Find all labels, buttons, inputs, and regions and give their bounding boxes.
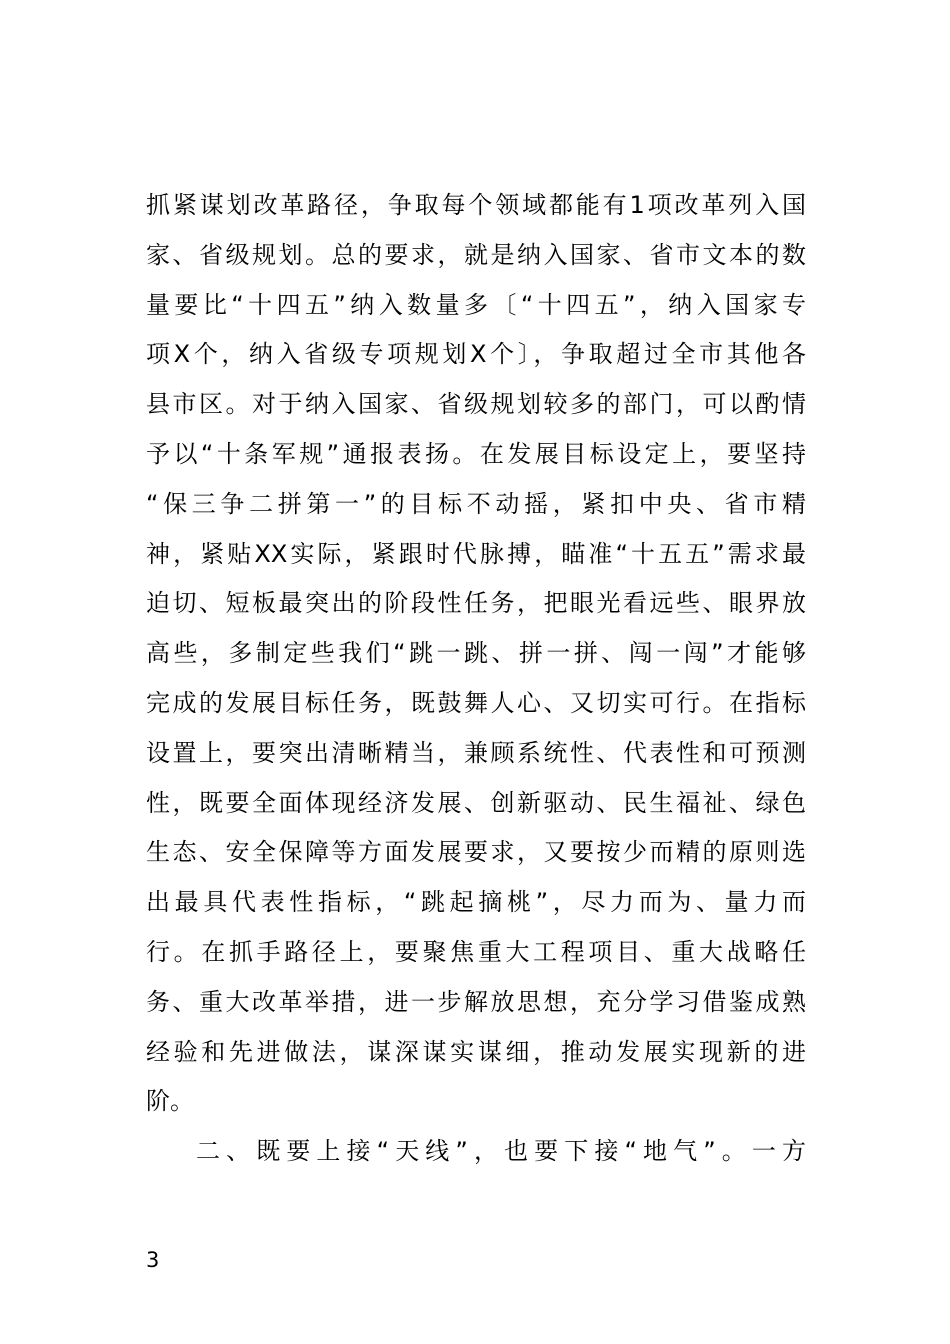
text-line: 抓紧谋划改革路径，争取每个领域都能有1项改革列入国 [146, 191, 806, 219]
text-line: “保三争二拼第一”的目标不动摇，紧扣中央、省市精 [146, 489, 806, 518]
text-line: 生态、安全保障等方面发展要求，又要按少而精的原则选 [146, 838, 806, 867]
text-line: 项X个，纳入省级专项规划X个〕，争取超过全市其他各 [146, 340, 806, 369]
text-line: 务、重大改革举措，进一步解放思想，充分学习借鉴成熟 [146, 987, 806, 1016]
text-line: 完成的发展目标任务，既鼓舞人心、又切实可行。在指标 [146, 688, 806, 717]
text-line: 县市区。对于纳入国家、省级规划较多的部门，可以酌情 [146, 390, 806, 419]
text-line: 出最具代表性指标，“跳起摘桃”，尽力而为、量力而 [146, 888, 806, 917]
section-heading-line: 二、既要上接“天线”，也要下接“地气”。一方 [196, 1137, 806, 1166]
text-line: 予以“十条军规”通报表扬。在发展目标设定上，要坚持 [146, 439, 806, 468]
text-line: 神，紧贴XX实际，紧跟时代脉搏，瞄准“十五五”需求最 [146, 539, 806, 568]
text-line: 设置上，要突出清晰精当，兼顾系统性、代表性和可预测 [146, 738, 806, 767]
page-number: 3 [146, 1248, 160, 1272]
text-line: 高些，多制定些我们“跳一跳、拼一拼、闯一闯”才能够 [146, 639, 806, 668]
text-line: 阶。 [146, 1087, 194, 1116]
text-line: 行。在抓手路径上，要聚焦重大工程项目、重大战略任 [146, 937, 806, 966]
text-line: 性，既要全面体现经济发展、创新驱动、民生福祉、绿色 [146, 788, 806, 817]
text-line: 迫切、短板最突出的阶段性任务，把眼光看远些、眼界放 [146, 589, 806, 618]
text-line: 家、省级规划。总的要求，就是纳入国家、省市文本的数 [146, 240, 806, 269]
body-text [146, 181, 806, 1177]
text-line: 量要比“十四五”纳入数量多〔“十四五”，纳入国家专 [146, 290, 806, 319]
text-line: 经验和先进做法，谋深谋实谋细，推动发展实现新的进 [146, 1037, 806, 1066]
